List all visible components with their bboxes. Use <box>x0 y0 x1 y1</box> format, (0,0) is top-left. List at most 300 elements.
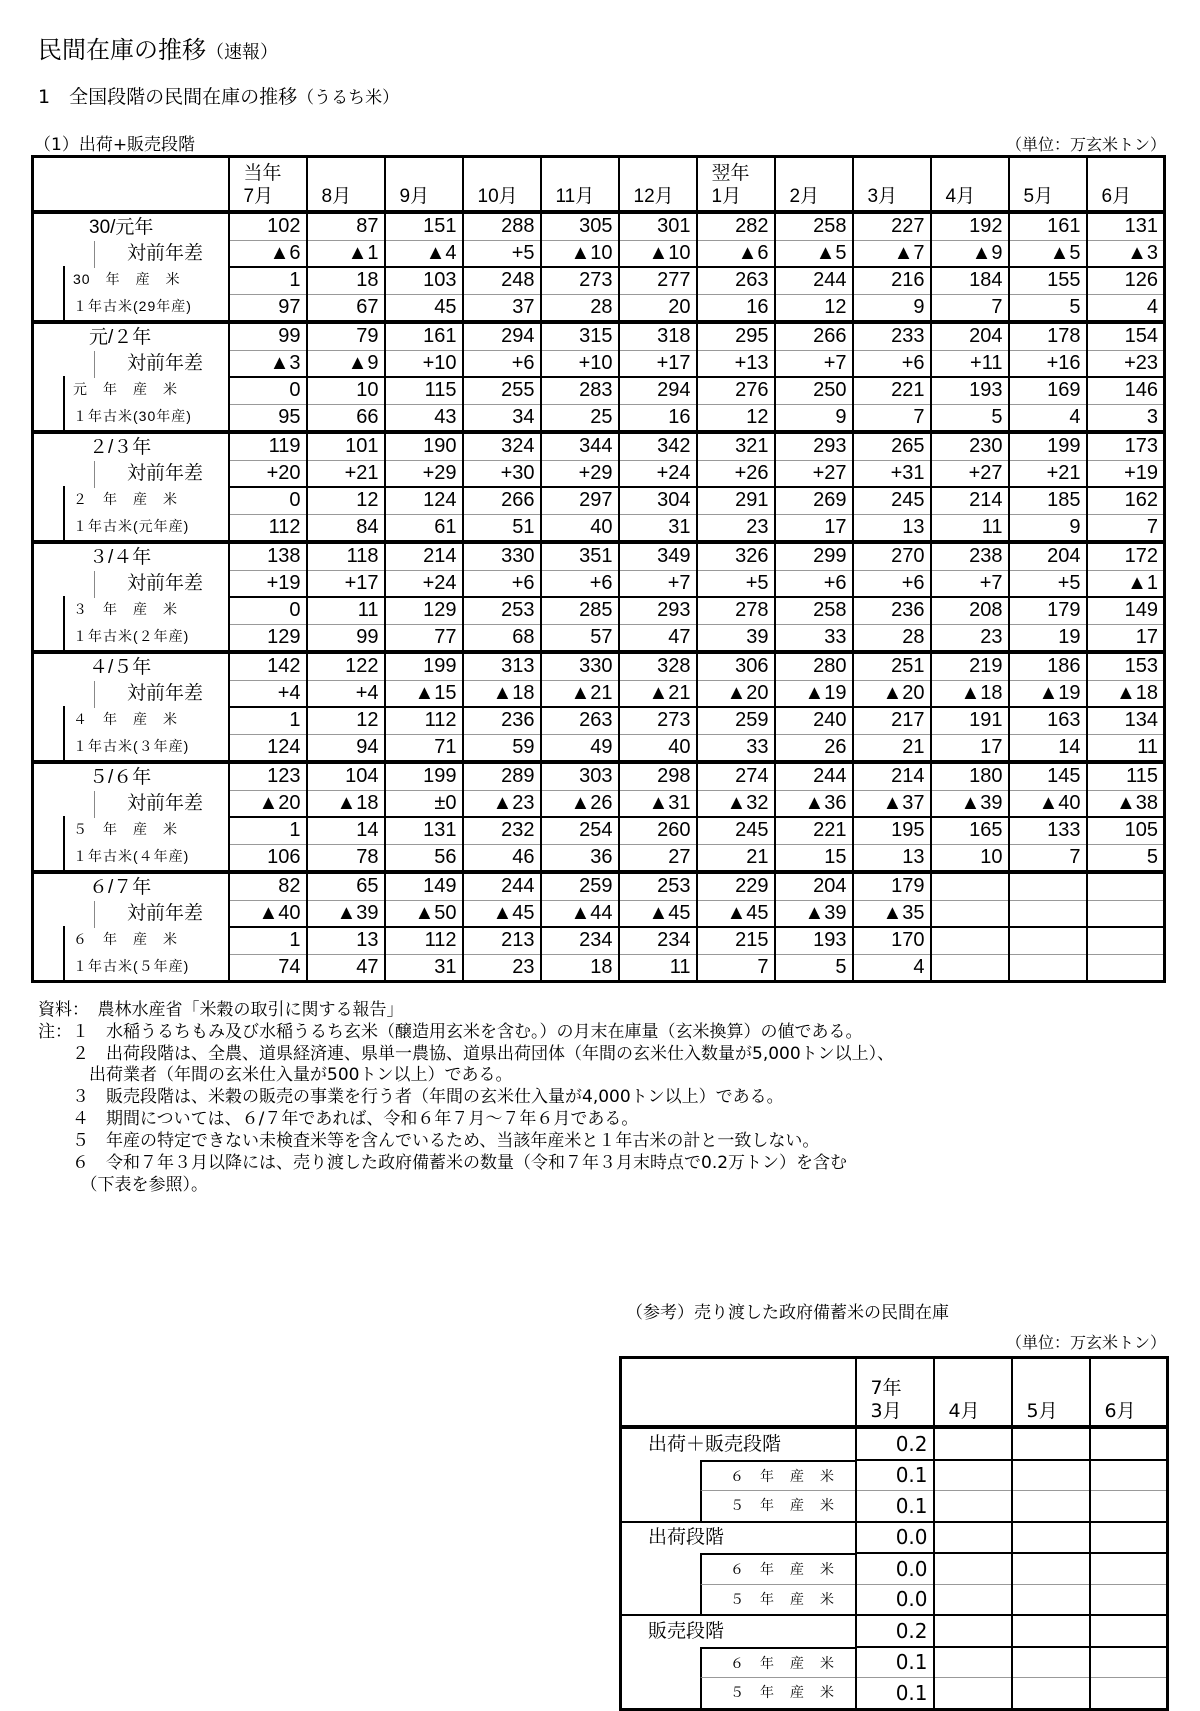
value-cell <box>1012 1522 1090 1554</box>
year-total-row <box>33 212 1165 240</box>
value-cell: 21 <box>853 734 931 762</box>
value-cell: 15 <box>775 844 853 872</box>
value-cell: 297 <box>541 487 619 514</box>
header-blank-cell <box>33 157 229 213</box>
value-cell <box>1090 1553 1168 1584</box>
year-diff-row <box>33 240 1165 267</box>
value-cell: 304 <box>619 487 697 514</box>
value-cell <box>934 1615 1012 1647</box>
value-cell: 278 <box>697 597 775 624</box>
value-cell: 56 <box>385 844 463 872</box>
value-cell: 263 <box>541 707 619 734</box>
value-cell: 36 <box>541 844 619 872</box>
value-cell: 193 <box>931 377 1009 404</box>
value-cell: 12 <box>697 404 775 432</box>
value-cell: 79 <box>307 322 385 350</box>
row-label-cell <box>33 267 229 294</box>
row-label-cell <box>33 542 229 570</box>
value-cell: 221 <box>775 817 853 844</box>
value-cell: ▲38 <box>1087 790 1165 817</box>
value-cell <box>1090 1678 1168 1710</box>
row-label-cell <box>33 624 229 652</box>
value-cell: 260 <box>619 817 697 844</box>
value-cell: ▲15 <box>385 680 463 707</box>
month-header-top: 当年 <box>243 163 282 184</box>
page-title-text: 民間在庫の推移 <box>38 36 206 64</box>
value-cell: ▲45 <box>463 900 541 927</box>
value-cell: 253 <box>463 597 541 624</box>
value-cell: 115 <box>1087 762 1165 790</box>
value-cell: ▲40 <box>229 900 307 927</box>
table-header-row <box>33 157 1165 213</box>
value-cell: 289 <box>463 762 541 790</box>
value-cell: 28 <box>541 294 619 322</box>
value-cell: 0 <box>229 597 307 624</box>
value-cell: 3 <box>1087 404 1165 432</box>
value-cell: 253 <box>619 872 697 900</box>
value-cell: 216 <box>853 267 931 294</box>
value-cell: 306 <box>697 652 775 680</box>
value-cell <box>934 1427 1012 1460</box>
value-cell <box>1012 1553 1090 1584</box>
value-cell: 293 <box>619 597 697 624</box>
value-cell: 40 <box>541 514 619 542</box>
value-cell: 295 <box>697 322 775 350</box>
value-cell: 234 <box>541 927 619 954</box>
month-header <box>697 157 775 213</box>
value-cell: ▲18 <box>307 790 385 817</box>
value-cell: 12 <box>307 487 385 514</box>
value-cell: 0.1 <box>856 1491 934 1522</box>
value-cell: 31 <box>385 954 463 982</box>
value-cell: 46 <box>463 844 541 872</box>
value-cell: +27 <box>931 460 1009 487</box>
value-cell: 57 <box>541 624 619 652</box>
value-cell <box>1090 1584 1168 1615</box>
value-cell: ▲21 <box>619 680 697 707</box>
value-cell: +5 <box>463 240 541 267</box>
value-cell: ▲50 <box>385 900 463 927</box>
value-cell <box>1012 1647 1090 1678</box>
value-cell: 122 <box>307 652 385 680</box>
value-cell <box>1012 1584 1090 1615</box>
section-heading-text: 1 全国段階の民間在庫の推移 <box>38 86 298 108</box>
value-cell: 45 <box>385 294 463 322</box>
row-label: １年古米(29年産) <box>63 293 228 320</box>
value-cell: 204 <box>775 872 853 900</box>
value-cell: 195 <box>853 817 931 844</box>
value-cell: 199 <box>385 652 463 680</box>
row-label: ３/４年 <box>89 546 152 568</box>
month-header <box>853 157 931 213</box>
value-cell: 245 <box>697 817 775 844</box>
value-cell: ±0 <box>385 790 463 817</box>
value-cell: 163 <box>1009 707 1087 734</box>
value-cell: 0.1 <box>856 1678 934 1710</box>
value-cell: +19 <box>1087 460 1165 487</box>
value-cell <box>1087 900 1165 927</box>
value-cell: +10 <box>385 350 463 377</box>
value-cell: 84 <box>307 514 385 542</box>
row-label: ６ 年 産 米 <box>700 1553 855 1586</box>
value-cell: 123 <box>229 762 307 790</box>
value-cell: 129 <box>385 597 463 624</box>
value-cell: 49 <box>541 734 619 762</box>
value-cell: 232 <box>463 817 541 844</box>
row-label: ６ 年 産 米 <box>700 1647 855 1680</box>
row-label: １年古米(４年産) <box>63 843 228 870</box>
row-label-cell <box>33 872 229 900</box>
row-label: 対前年差 <box>94 461 203 488</box>
value-cell: 9 <box>1009 514 1087 542</box>
value-cell <box>931 927 1009 954</box>
value-cell <box>1087 872 1165 900</box>
value-cell: 0.2 <box>856 1427 934 1460</box>
value-cell: 67 <box>307 294 385 322</box>
month-header-label: 1月 <box>711 186 742 207</box>
month-header <box>775 157 853 213</box>
row-label-cell <box>33 460 229 487</box>
value-cell: 51 <box>463 514 541 542</box>
value-cell: 208 <box>931 597 1009 624</box>
value-cell: +5 <box>1009 570 1087 597</box>
value-cell: 105 <box>1087 817 1165 844</box>
value-cell: ▲10 <box>541 240 619 267</box>
value-cell: 204 <box>1009 542 1087 570</box>
value-cell: ▲26 <box>541 790 619 817</box>
value-cell: 18 <box>307 267 385 294</box>
value-cell: ▲40 <box>1009 790 1087 817</box>
row-label-cell <box>621 1647 856 1678</box>
value-cell: 16 <box>697 294 775 322</box>
value-cell: ▲36 <box>775 790 853 817</box>
value-cell: 11 <box>619 954 697 982</box>
month-header-label: 6月 <box>1104 1400 1136 1422</box>
value-cell: 115 <box>385 377 463 404</box>
page-title-suffix: （速報） <box>206 42 278 63</box>
value-cell <box>931 954 1009 982</box>
row-label-cell <box>621 1427 856 1460</box>
row-label: 出荷段階 <box>648 1526 725 1549</box>
value-cell: +6 <box>541 570 619 597</box>
crop-row <box>621 1460 1168 1491</box>
value-cell: 349 <box>619 542 697 570</box>
reference-title: （参考）売り渡した政府備蓄米の民間在庫 <box>626 1303 949 1323</box>
value-cell: 186 <box>1009 652 1087 680</box>
crop-row <box>621 1491 1168 1522</box>
value-cell: 0 <box>229 487 307 514</box>
row-label-cell <box>621 1615 856 1647</box>
month-header-label: 6月 <box>1101 186 1132 207</box>
new-crop-row <box>33 707 1165 734</box>
value-cell <box>1009 954 1087 982</box>
value-cell: 199 <box>1009 432 1087 460</box>
value-cell: 11 <box>307 597 385 624</box>
month-header-top: 翌年 <box>711 163 750 184</box>
value-cell: 119 <box>229 432 307 460</box>
value-cell: 66 <box>307 404 385 432</box>
row-label: 対前年差 <box>94 351 203 378</box>
value-cell <box>934 1678 1012 1710</box>
value-cell: 215 <box>697 927 775 954</box>
month-header-label: 3月 <box>867 186 898 207</box>
row-label-cell <box>621 1584 856 1615</box>
value-cell: 112 <box>229 514 307 542</box>
value-cell: 245 <box>853 487 931 514</box>
value-cell: 173 <box>1087 432 1165 460</box>
value-cell: 266 <box>775 322 853 350</box>
value-cell: +6 <box>853 350 931 377</box>
value-cell: 16 <box>619 404 697 432</box>
row-label-cell <box>621 1491 856 1522</box>
value-cell: 244 <box>775 762 853 790</box>
value-cell: 4 <box>1009 404 1087 432</box>
value-cell: +4 <box>229 680 307 707</box>
value-cell: 43 <box>385 404 463 432</box>
value-cell: 12 <box>307 707 385 734</box>
value-cell <box>1090 1647 1168 1678</box>
value-cell: +7 <box>619 570 697 597</box>
value-cell <box>934 1491 1012 1522</box>
value-cell: +6 <box>775 570 853 597</box>
value-cell <box>1090 1491 1168 1522</box>
value-cell: 25 <box>541 404 619 432</box>
row-label: ２ 年 産 米 <box>63 486 228 513</box>
value-cell: 47 <box>307 954 385 982</box>
value-cell: 298 <box>619 762 697 790</box>
footnote: 出荷業者（年間の玄米仕入量が500トン以上）である。 <box>38 1065 513 1085</box>
value-cell: 33 <box>697 734 775 762</box>
value-cell: +17 <box>307 570 385 597</box>
row-label: 元/２年 <box>89 326 152 348</box>
row-label: ６ 年 産 米 <box>700 1460 855 1493</box>
row-label-cell <box>33 514 229 542</box>
row-label: １年古米(３年産) <box>63 733 228 760</box>
value-cell: 126 <box>1087 267 1165 294</box>
value-cell: 179 <box>1009 597 1087 624</box>
row-label-cell <box>33 817 229 844</box>
value-cell <box>1090 1427 1168 1460</box>
month-header <box>385 157 463 213</box>
value-cell: 112 <box>385 707 463 734</box>
value-cell: 299 <box>775 542 853 570</box>
value-cell: 236 <box>853 597 931 624</box>
footnote: ２ 出荷段階は、全農、道県経済連、県単一農協、道県出荷団体（年間の玄米仕入数量が5,000トン以上）、 <box>38 1044 895 1064</box>
value-cell <box>1009 900 1087 927</box>
row-label-cell <box>33 762 229 790</box>
value-cell: +11 <box>931 350 1009 377</box>
value-cell: 18 <box>541 954 619 982</box>
value-cell: 238 <box>931 542 1009 570</box>
value-cell: 280 <box>775 652 853 680</box>
row-label: 対前年差 <box>94 241 203 268</box>
month-header-label: 8月 <box>321 186 352 207</box>
value-cell: 276 <box>697 377 775 404</box>
value-cell: 191 <box>931 707 1009 734</box>
value-cell: ▲21 <box>541 680 619 707</box>
value-cell: +6 <box>853 570 931 597</box>
value-cell: 318 <box>619 322 697 350</box>
value-cell: 5 <box>775 954 853 982</box>
value-cell: +6 <box>463 350 541 377</box>
value-cell: 285 <box>541 597 619 624</box>
row-label: 30/元年 <box>89 216 154 238</box>
value-cell: 0.1 <box>856 1460 934 1491</box>
value-cell: 0.0 <box>856 1553 934 1584</box>
value-cell: 11 <box>931 514 1009 542</box>
month-header-label: 5月 <box>1026 1400 1058 1422</box>
row-label-cell <box>621 1460 856 1491</box>
value-cell: 273 <box>619 707 697 734</box>
value-cell: 78 <box>307 844 385 872</box>
footnote: 注：１ 水稲うるちもみ及び水稲うるち玄米（醸造用玄米を含む。）の月末在庫量（玄米換算）の値である。 <box>38 1022 863 1042</box>
value-cell <box>1087 954 1165 982</box>
value-cell: 217 <box>853 707 931 734</box>
value-cell: 112 <box>385 927 463 954</box>
row-label-cell <box>33 680 229 707</box>
value-cell: 27 <box>619 844 697 872</box>
value-cell: 185 <box>1009 487 1087 514</box>
value-cell: 178 <box>1009 322 1087 350</box>
year-diff-row <box>33 460 1165 487</box>
value-cell: 23 <box>463 954 541 982</box>
value-cell: 269 <box>775 487 853 514</box>
new-crop-row <box>33 487 1165 514</box>
value-cell <box>931 872 1009 900</box>
month-header-label: 5月 <box>1023 186 1054 207</box>
value-cell: +10 <box>541 350 619 377</box>
value-cell: 26 <box>775 734 853 762</box>
value-cell: 214 <box>853 762 931 790</box>
value-cell: ▲18 <box>1087 680 1165 707</box>
value-cell: 19 <box>1009 624 1087 652</box>
row-label-cell <box>33 294 229 322</box>
value-cell: 74 <box>229 954 307 982</box>
unit-label: （単位：万玄米トン） <box>1005 135 1166 154</box>
value-cell: 5 <box>931 404 1009 432</box>
subsection-heading: （1）出荷+販売段階 <box>34 135 196 155</box>
value-cell: 328 <box>619 652 697 680</box>
row-label-cell <box>33 900 229 927</box>
value-cell: ▲39 <box>931 790 1009 817</box>
reference-unit-label: （単位：万玄米トン） <box>1005 1333 1166 1352</box>
value-cell: 154 <box>1087 322 1165 350</box>
value-cell: 61 <box>385 514 463 542</box>
value-cell: 151 <box>385 212 463 240</box>
value-cell: 293 <box>775 432 853 460</box>
value-cell: 169 <box>1009 377 1087 404</box>
value-cell: ▲23 <box>463 790 541 817</box>
value-cell: 330 <box>541 652 619 680</box>
value-cell: 193 <box>775 927 853 954</box>
value-cell: ▲3 <box>229 350 307 377</box>
stage-row <box>621 1427 1168 1460</box>
value-cell: 180 <box>931 762 1009 790</box>
month-header <box>229 157 307 213</box>
value-cell <box>934 1553 1012 1584</box>
value-cell: 145 <box>1009 762 1087 790</box>
row-label: ５ 年 産 米 <box>700 1490 855 1522</box>
value-cell: 277 <box>619 267 697 294</box>
year-diff-row <box>33 680 1165 707</box>
value-cell: 9 <box>853 294 931 322</box>
value-cell: +13 <box>697 350 775 377</box>
value-cell: 9 <box>775 404 853 432</box>
value-cell: +29 <box>541 460 619 487</box>
row-label: 出荷＋販売段階 <box>648 1432 782 1455</box>
value-cell: 131 <box>385 817 463 844</box>
value-cell <box>1012 1460 1090 1491</box>
reference-header-row <box>621 1358 1168 1428</box>
row-label-cell <box>33 404 229 432</box>
value-cell: 0.0 <box>856 1584 934 1615</box>
value-cell: 14 <box>307 817 385 844</box>
value-cell: +27 <box>775 460 853 487</box>
value-cell: 342 <box>619 432 697 460</box>
value-cell: 301 <box>619 212 697 240</box>
value-cell: +29 <box>385 460 463 487</box>
value-cell: +26 <box>697 460 775 487</box>
month-header-label: 11月 <box>555 186 595 207</box>
value-cell: ▲5 <box>775 240 853 267</box>
value-cell: 161 <box>385 322 463 350</box>
value-cell: ▲35 <box>853 900 931 927</box>
row-label: ３ 年 産 米 <box>63 596 228 623</box>
value-cell: 47 <box>619 624 697 652</box>
value-cell <box>1009 927 1087 954</box>
value-cell: 265 <box>853 432 931 460</box>
value-cell: +7 <box>931 570 1009 597</box>
value-cell: 99 <box>307 624 385 652</box>
value-cell: 192 <box>931 212 1009 240</box>
value-cell: 184 <box>931 267 1009 294</box>
value-cell: ▲18 <box>931 680 1009 707</box>
value-cell: 236 <box>463 707 541 734</box>
value-cell: 250 <box>775 377 853 404</box>
value-cell: 251 <box>853 652 931 680</box>
row-label: １年古米(５年産) <box>63 953 228 980</box>
month-header-label: 2月 <box>789 186 820 207</box>
new-crop-row <box>33 377 1165 404</box>
value-cell: +24 <box>619 460 697 487</box>
value-cell: 204 <box>931 322 1009 350</box>
value-cell: ▲4 <box>385 240 463 267</box>
reference-table <box>619 1356 1169 1711</box>
value-cell: 77 <box>385 624 463 652</box>
value-cell: 10 <box>307 377 385 404</box>
value-cell: 294 <box>463 322 541 350</box>
value-cell: 294 <box>619 377 697 404</box>
value-cell: 244 <box>775 267 853 294</box>
value-cell: 23 <box>931 624 1009 652</box>
value-cell: 283 <box>541 377 619 404</box>
footnote: （下表を参照）。 <box>38 1175 208 1195</box>
old-crop-row <box>33 844 1165 872</box>
value-cell: 146 <box>1087 377 1165 404</box>
row-label: 元 年 産 米 <box>63 376 228 403</box>
value-cell: 326 <box>697 542 775 570</box>
value-cell: 4 <box>1087 294 1165 322</box>
value-cell: 118 <box>307 542 385 570</box>
value-cell: 17 <box>1087 624 1165 652</box>
value-cell: 7 <box>1009 844 1087 872</box>
value-cell: +6 <box>463 570 541 597</box>
value-cell: 258 <box>775 212 853 240</box>
row-label: 対前年差 <box>94 571 203 598</box>
value-cell: ▲20 <box>853 680 931 707</box>
value-cell: 321 <box>697 432 775 460</box>
month-header <box>856 1358 934 1428</box>
